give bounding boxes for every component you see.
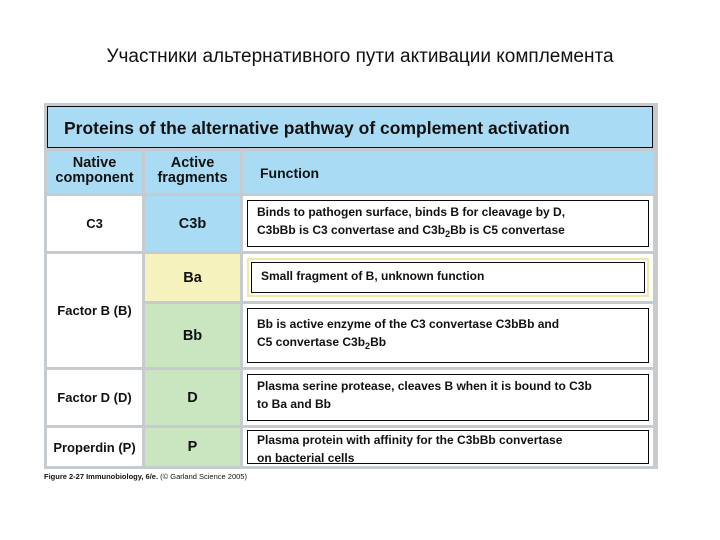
function-c3b-line2 xyxy=(257,221,648,243)
caption-bold: Figure 2-27 Immunobiology, 6/e. xyxy=(44,472,159,481)
fragment-d: D xyxy=(145,370,240,425)
function-bb-line2-sub: 2 xyxy=(365,341,371,351)
function-c3b xyxy=(243,196,653,251)
function-c3b-line2-b: Bb is C5 convertase xyxy=(450,223,565,237)
figure-caption xyxy=(44,472,247,481)
native-properdin: Properdin (P) xyxy=(47,428,142,466)
function-c3b-line2-a: C3bBb is C3 convertase and C3b xyxy=(257,223,446,237)
fragment-bb: Bb xyxy=(145,304,240,367)
header-native-line1: Native xyxy=(72,155,117,171)
native-factor-b: Factor B (B) xyxy=(47,254,142,367)
function-ba xyxy=(243,254,653,301)
function-bb-line1: Bb is active enzyme of the C3 convertase C3bBb and xyxy=(257,317,560,331)
fragment-p: P xyxy=(145,428,240,466)
function-c3b-line1: Binds to pathogen surface, binds B for cleavage by D, xyxy=(257,205,566,219)
header-native-component xyxy=(47,151,142,193)
function-bb xyxy=(243,304,653,367)
function-c3b-line2-sub: 2 xyxy=(445,229,451,239)
native-factor-d: Factor D (D) xyxy=(47,370,142,425)
function-d-line2: to Ba and Bb xyxy=(257,397,331,411)
function-d-text xyxy=(247,374,649,421)
function-p xyxy=(243,428,653,466)
function-d-line1: Plasma serine protease, cleaves B when it is bound to C3b xyxy=(257,379,592,393)
function-d xyxy=(243,370,653,425)
complement-figure xyxy=(44,103,658,469)
fragment-c3b: C3b xyxy=(145,196,240,251)
function-bb-line2-a: C5 convertase C3b xyxy=(257,335,366,349)
header-active-fragments xyxy=(145,151,240,193)
header-native-line2: component xyxy=(55,170,134,186)
native-c3: C3 xyxy=(47,196,142,251)
function-ba-line1: Small fragment of B, unknown function xyxy=(261,269,485,283)
header-function: Function xyxy=(243,151,653,193)
slide-title: Участники альтернативного пути активации комплемента xyxy=(106,46,614,67)
function-bb-line2 xyxy=(257,333,648,355)
function-p-line1: Plasma protein with affinity for the C3bBb convertase xyxy=(257,433,563,447)
function-c3b-text xyxy=(247,200,649,247)
figure-title: Proteins of the alternative pathway of complement activation xyxy=(47,106,653,148)
function-p-line2: on bacterial cells xyxy=(257,451,355,465)
caption-rest: (© Garland Science 2005) xyxy=(158,472,247,481)
header-active-line2: fragments xyxy=(157,170,228,186)
header-active-line1: Active xyxy=(170,155,215,171)
function-bb-text xyxy=(247,308,649,363)
function-p-text xyxy=(247,430,649,464)
fragment-ba: Ba xyxy=(145,254,240,301)
function-bb-line2-b: Bb xyxy=(370,335,387,349)
function-ba-text xyxy=(247,258,649,297)
